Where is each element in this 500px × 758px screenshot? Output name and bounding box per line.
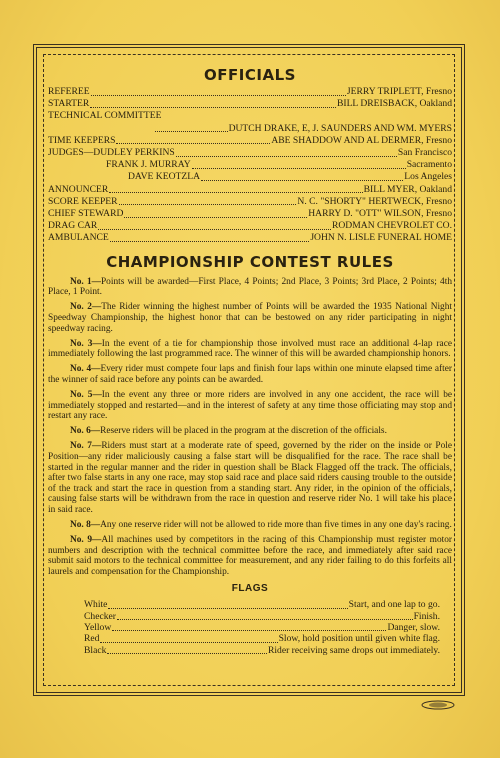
flag-row: White Start, and one lap to go. <box>84 599 440 611</box>
official-row: REFEREE JERRY TRIPLETT, Fresno <box>48 86 452 97</box>
page-content <box>48 66 452 656</box>
rule-item: No. 3—In the event of a tie for championship those involved must race an additional 4-lap race immediately following the last programmed race. The winner of this will be awarded championship honors. <box>48 338 452 360</box>
officials-list <box>48 86 452 245</box>
officials-heading: OFFICIALS <box>204 66 296 84</box>
official-row: DRAG CAR RODMAN CHEVROLET CO. <box>48 220 452 232</box>
rule-item: No. 7—Riders must start at a moderate rate of speed, governed by the rider on the inside or Pole Position—any rider maliciously causing a false start will be disqualified for the race. The race shall be started in the regular manner and the rider in question shall be Black Flagged off the track. The officials, after two false starts in any one race, may stop said race and place said riders causing trouble to the outside of the track and start the race in question from a standing start. Any rider, in the opinion of the officials, causing false starts will be withdrawn from the race in question and reserve rider No. 1 will take his place in said race. <box>48 441 452 515</box>
rules-list <box>48 277 452 578</box>
official-row: FRANK J. MURRAY Sacramento <box>106 159 452 171</box>
flags-heading: FLAGS <box>231 583 269 595</box>
rule-item: No. 8—Any one reserve rider will not be allowed to ride more than five times in any one day's racing. <box>70 520 452 531</box>
flag-row: Checker Finish. <box>84 610 440 622</box>
rule-item: No. 2—The Rider winning the highest number of Points will be awarded the 1935 National Night Speedway Championship, the highest honor that can be bestowed on any rider participating in night speedway racing. <box>48 302 452 334</box>
official-row: TECHNICAL COMMITTEE <box>48 110 162 122</box>
official-row: ANNOUNCER BILL MYER, Oakland <box>48 183 452 195</box>
rule-item: No. 5—In the event any three or more riders are involved in any one accident, the race will be immediately stopped and restarted—and in the interest of safety at any time those officiating may stop and restart any race. <box>48 389 453 422</box>
official-row: TIME KEEPERS ABE SHADDOW AND AL DERMER, Fresno <box>48 134 452 146</box>
rules-heading: CHAMPIONSHIP CONTEST RULES <box>106 252 394 271</box>
official-row: STARTER BILL DREISBACK, Oakland <box>48 98 452 110</box>
rule-item: No. 1—Points will be awarded—First Place, 4 Points; 2nd Place, 3 Points; 3rd Place, 2 Points; 4th Place, 1 Point. <box>48 276 452 298</box>
rule-item: No. 6—Reserve riders will be placed in the program at the discretion of the officials. <box>70 426 387 437</box>
official-row: CHIEF STEWARD HARRY D. "OTT" WILSON, Fresno <box>48 208 452 220</box>
official-row: AMBULANCE JOHN N. LISLE FUNERAL HOME <box>48 232 452 244</box>
flag-row: Black Rider receiving same drops out immediately. <box>84 644 440 656</box>
flag-row: Red Slow, hold position until given white flag. <box>84 633 440 645</box>
flag-row: Yellow Danger, slow. <box>84 622 440 634</box>
official-row: DUTCH DRAKE, E, J. SAUNDERS AND WM. MYERS <box>48 123 452 135</box>
official-row: JUDGES—DUDLEY PERKINS San Francisco <box>48 147 452 159</box>
flags-list <box>48 599 452 655</box>
official-row: DAVE KEOTZLA Los Angeles <box>128 171 452 183</box>
official-row: SCORE KEEPER N. C. "SHORTY" HERTWECK, Fresno <box>48 195 452 207</box>
rule-item: No. 4—Every rider must compete four laps and finish four laps within one minute elapsed time after the winner of said race before any points can be awarded. <box>48 364 452 385</box>
union-label-icon <box>421 700 455 710</box>
rule-item: No. 9—All machines used by competitors in the racing of this Championship must register motor numbers and description with the technical committee before the race, and immediately after said race submit said motors to the technical committee for measurement, and any rider failing to do this forfeits all laurels and compensation for the Championship. <box>48 535 452 577</box>
